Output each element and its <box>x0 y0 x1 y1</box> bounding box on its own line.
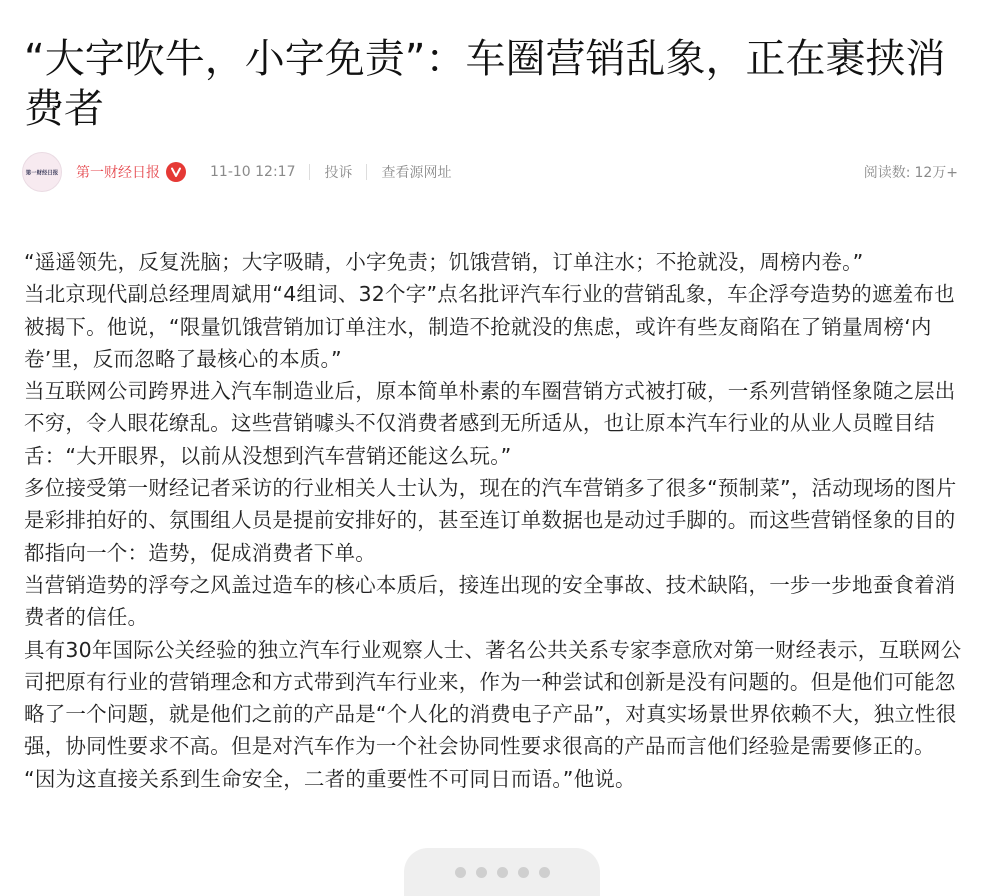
article-body <box>24 246 964 795</box>
article-meta-bar <box>22 152 958 192</box>
meta-divider <box>309 164 310 180</box>
view-source-link[interactable]: 查看源网址 <box>381 165 452 181</box>
meta-divider <box>366 164 367 180</box>
page-dot[interactable] <box>539 867 550 878</box>
author-avatar[interactable] <box>22 152 62 192</box>
article-paragraph: “因为这直接关系到生命安全，二者的重要性不可同日而语。”他说。 <box>24 766 636 791</box>
page-indicator[interactable] <box>404 848 600 896</box>
article-paragraph: 当营销造势的浮夸之风盖过造车的核心本质后，接连出现的安全事故、技术缺陷，一步一步地蚕食着消费者的信任。 <box>24 572 956 630</box>
page-dot[interactable] <box>497 867 508 878</box>
verified-v-icon <box>166 162 186 182</box>
page-dot[interactable] <box>518 867 529 878</box>
read-count-label: 阅读数: <box>863 165 911 181</box>
page-dot[interactable] <box>476 867 487 878</box>
read-count-value: 12万+ <box>914 165 958 181</box>
article-paragraph: 多位接受第一财经记者采访的行业相关人士认为，现在的汽车营销多了很多“预制菜”，活动现场的图片是彩排拍好的、氛围组人员是提前安排好的，甚至连订单数据也是动过手脚的。而这些营销怪象的目的都指向一个：造势，促成消费者下单。 <box>24 476 957 565</box>
article-title: “大字吹牛，小字免责”：车圈营销乱象，正在裹挟消费者 <box>24 36 946 132</box>
report-link[interactable]: 投诉 <box>324 165 353 181</box>
avatar-logo-text: 第一财经日报 <box>25 169 59 177</box>
publish-date: 11-10 12:17 <box>210 164 296 180</box>
article-paragraph: “遥遥领先，反复洗脑；大字吸睛，小字免责；饥饿营销，订单注水；不抢就没，周榜内卷。” <box>24 250 864 274</box>
article-paragraph: 当北京现代副总经理周斌用“4组词、32个字”点名批评汽车行业的营销乱象，车企浮夸造势的遮羞布也被揭下。他说，“限量饥饿营销加订单注水，制造不抢就没的焦虑，或许有些友商陷在了销量周榜‘内卷’里，反而忽略了最核心的本质。” <box>24 282 955 371</box>
article-paragraph: 具有30年国际公关经验的独立汽车行业观察人士、著名公共关系专家李意欣对第一财经表示，互联网公司把原有行业的营销理念和方式带到汽车行业来，作为一种尝试和创新是没有问题的。但是他们可能忽略了一个问题，就是他们之前的产品是“个人化的消费电子产品”，对真实场景世界依赖不大，独立性很强，协同性要求不高。但是对汽车作为一个社会协同性要求很高的产品而言他们经验是需要修正的。 <box>24 637 962 759</box>
page-dot[interactable] <box>455 867 466 878</box>
read-count <box>864 162 958 182</box>
author-name-link[interactable]: 第一财经日报 <box>76 165 160 181</box>
article-paragraph: 当互联网公司跨界进入汽车制造业后，原本简单朴素的车圈营销方式被打破，一系列营销怪象随之层出不穷，令人眼花缭乱。这些营销噱头不仅消费者感到无所适从，也让原本汽车行业的从业人员瞠目结舌：“大开眼界，以前从没想到汽车营销还能这么玩。” <box>24 379 956 468</box>
